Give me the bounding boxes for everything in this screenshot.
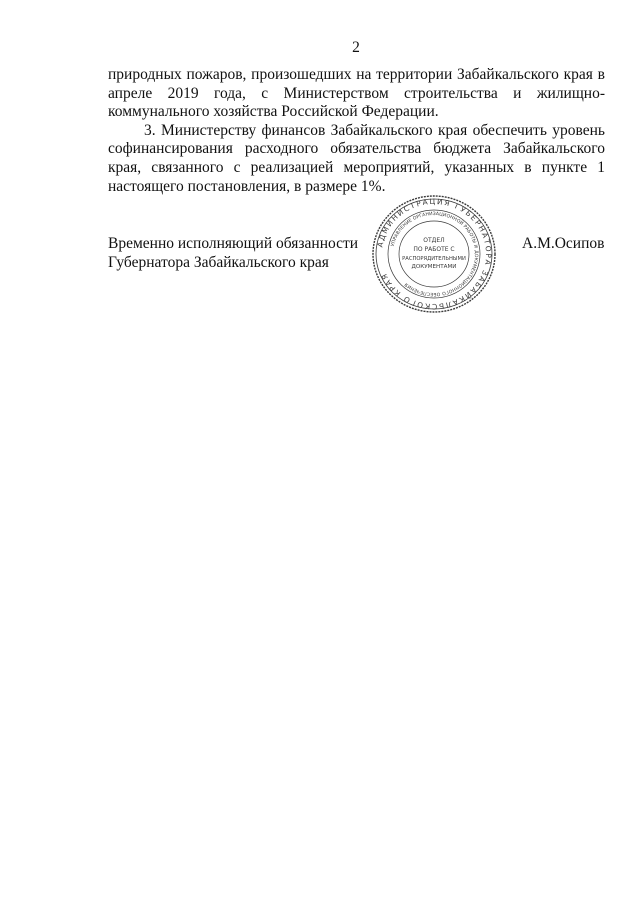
stamp-center-line-4: ДОКУМЕНТАМИ (411, 264, 457, 270)
stamp-center-line-3: РАСПОРЯДИТЕЛЬНЫМИ (402, 256, 466, 262)
signer-title-line-1: Временно исполняющий обязанности (108, 235, 359, 252)
page-number: 2 (352, 39, 360, 56)
stamp-center-line-2: ПО РАБОТЕ С (413, 246, 455, 253)
signer-title-line-2: Губернатора Забайкальского края (108, 253, 329, 271)
document-body (108, 66, 605, 196)
stamp-seal-icon (370, 194, 498, 314)
signer-title (108, 235, 358, 272)
paragraph-continuation: природных пожаров, произошедших на территории Забайкальского края в апреле 2019 года, с Министерством строительства и жилищно-коммунального хозяйства Российской Федерации. (108, 66, 605, 121)
stamp-inner-text: УПРАВЛЕНИЕ ОРГАНИЗАЦИОННОЙ РАБОТЫ И ДОКУМЕНТАЦИОННОГО ОБЕСПЕЧЕНИЯ (390, 211, 479, 297)
signer-name: А.М.Осипов (522, 235, 605, 252)
stamp-outer-text: АДМИНИСТРАЦИЯ ГУБЕРНАТОРА ЗАБАЙКАЛЬСКОГО КРАЯ (375, 196, 494, 312)
paragraph-item-3: 3. Министерству финансов Забайкальского края обеспечить уровень софинансирования расходного обязательства бюджета Забайкальского края, связанного с реализацией мероприятий, указанных в пункте 1 настоящего постановления, в размере 1%. (108, 121, 605, 195)
stamp-center-line-1: ОТДЕЛ (423, 237, 445, 244)
official-stamp (370, 194, 498, 314)
svg-text:УПРАВЛЕНИЕ ОРГАНИЗАЦИОННОЙ РАБ (390, 211, 479, 297)
